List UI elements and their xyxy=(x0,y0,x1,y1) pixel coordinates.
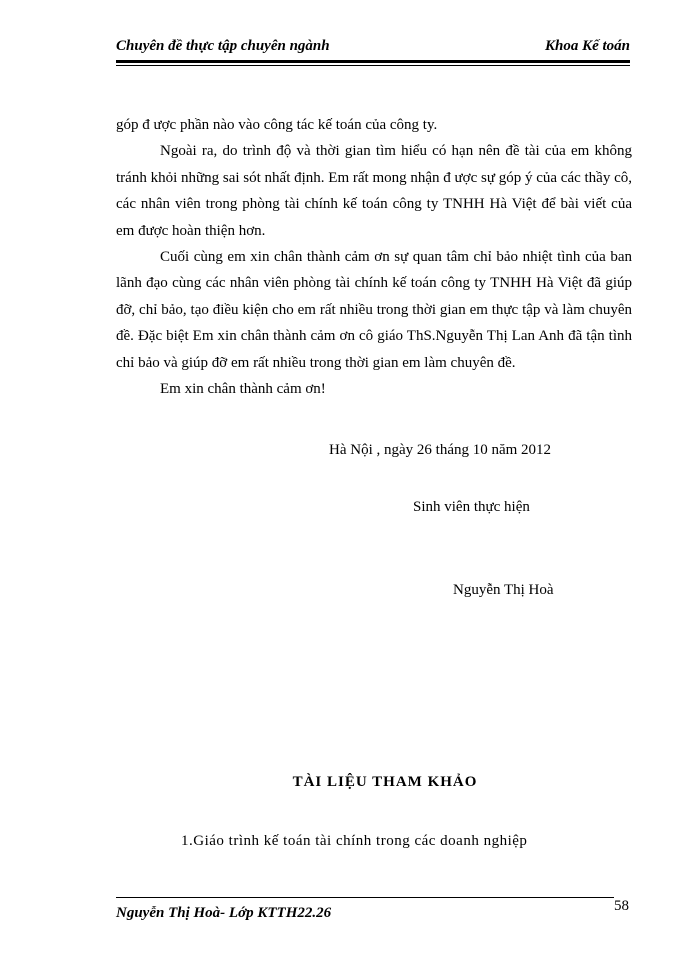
paragraph-1: góp đ ược phần nào vào công tác kế toán của công ty. xyxy=(116,117,438,133)
signature-name: Nguyễn Thị Hoà xyxy=(453,582,554,598)
reference-item: 1.Giáo trình kế toán tài chính trong các doanh nghiệp xyxy=(181,833,528,849)
signature-date: Hà Nội , ngày 26 tháng 10 năm 2012 xyxy=(329,442,552,458)
page-number: 58 xyxy=(614,898,629,914)
page-header xyxy=(116,38,630,60)
paragraph-4: Em xin chân thành cảm ơn! xyxy=(160,381,326,398)
references-title: TÀI LIỆU THAM KHẢO xyxy=(292,774,478,790)
footer-author: Nguyễn Thị Hoà- Lớp KTTH22.26 xyxy=(116,905,332,921)
header-department: Khoa Kế toán xyxy=(544,38,630,54)
paragraph-3: Cuối cùng em xin chân thành cảm ơn sự quan tâm chỉ bảo nhiệt tình của ban lãnh đạo cùng các nhân viên phòng tài chính kế toán công ty TNHH Hà Việt đã giúp đỡ, chỉ bảo, tạo điều kiện cho em rất nhiều trong thời gian em thực tập và làm chuyên đề. Đặc biệt Em xin chân thành cảm ơn cô giáo ThS.Nguyễn Thị Lan Anh đã tận tình chỉ bảo và giúp đỡ em rất nhiều trong thời gian em làm chuyên đề. xyxy=(116,249,632,371)
header-rule-thick xyxy=(116,60,630,63)
header-rule-thin xyxy=(116,65,630,66)
signature-role: Sinh viên thực hiện xyxy=(413,499,530,515)
paragraph-2: Ngoài ra, do trình độ và thời gian tìm hiểu có hạn nên đề tài của em không tránh khỏi những sai sót nhất định. Em rất mong nhận đ ược sự góp ý của các thầy cô, các nhân viên trong phòng tài chính kế toán công ty TNHH Hà Việt để bài viết của em được hoàn thiện hơn. xyxy=(116,143,632,239)
body-text xyxy=(116,112,632,402)
header-title: Chuyên đề thực tập chuyên ngành xyxy=(116,38,330,54)
footer-rule xyxy=(116,897,614,898)
